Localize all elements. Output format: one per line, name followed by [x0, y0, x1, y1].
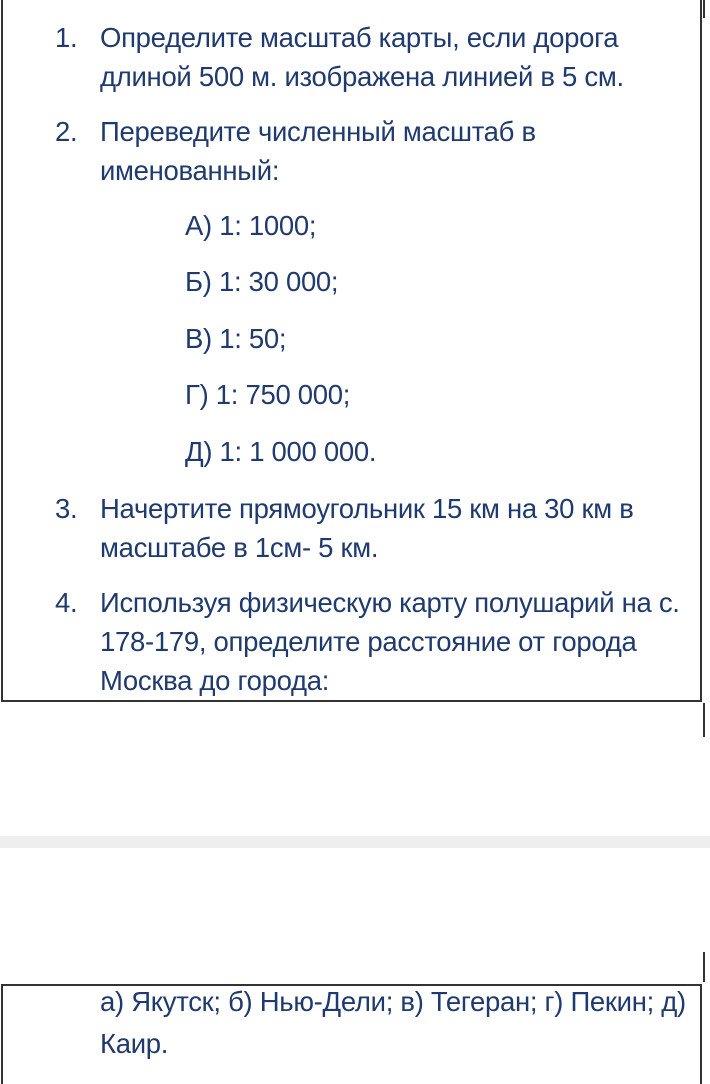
table-border-fragment — [703, 952, 705, 982]
task-2 — [55, 112, 685, 190]
task-4 — [55, 583, 685, 700]
scale-item-v: В) 1: 50; — [185, 323, 287, 354]
task-text: Переведите численный масштаб в именованный: — [100, 116, 536, 186]
table-border-right-tick — [703, 0, 705, 18]
task-number: 1. — [55, 22, 78, 53]
task-number: 3. — [55, 493, 78, 524]
task-3 — [55, 489, 685, 567]
task-number: 2. — [55, 116, 78, 147]
task-text: Используя физическую карту полушарий на с. 178-179, определите расстояние от города Москва до города: — [100, 587, 680, 696]
scale-item-a: А) 1: 1000; — [185, 210, 317, 241]
scale-item-b: Б) 1: 30 000; — [185, 266, 339, 297]
task-text: Начертите прямоугольник 15 км на 30 км в масштабе в 1см- 5 км. — [100, 493, 634, 563]
task-number: 4. — [55, 587, 78, 618]
table-border-fragment — [703, 703, 705, 737]
scale-item-g: Г) 1: 750 000; — [185, 379, 351, 410]
scale-item-d: Д) 1: 1 000 000. — [185, 436, 377, 467]
table-border-left-tick — [1, 0, 3, 18]
cities-list: а) Якутск; б) Нью-Дели; в) Тегеран; г) Пекин; д) Каир. — [100, 986, 686, 1059]
task-text: Определите масштаб карты, если дорога длиной 500 м. изображена линией в 5 см. — [100, 22, 624, 92]
task-1 — [55, 18, 685, 96]
page-separator — [0, 836, 710, 848]
